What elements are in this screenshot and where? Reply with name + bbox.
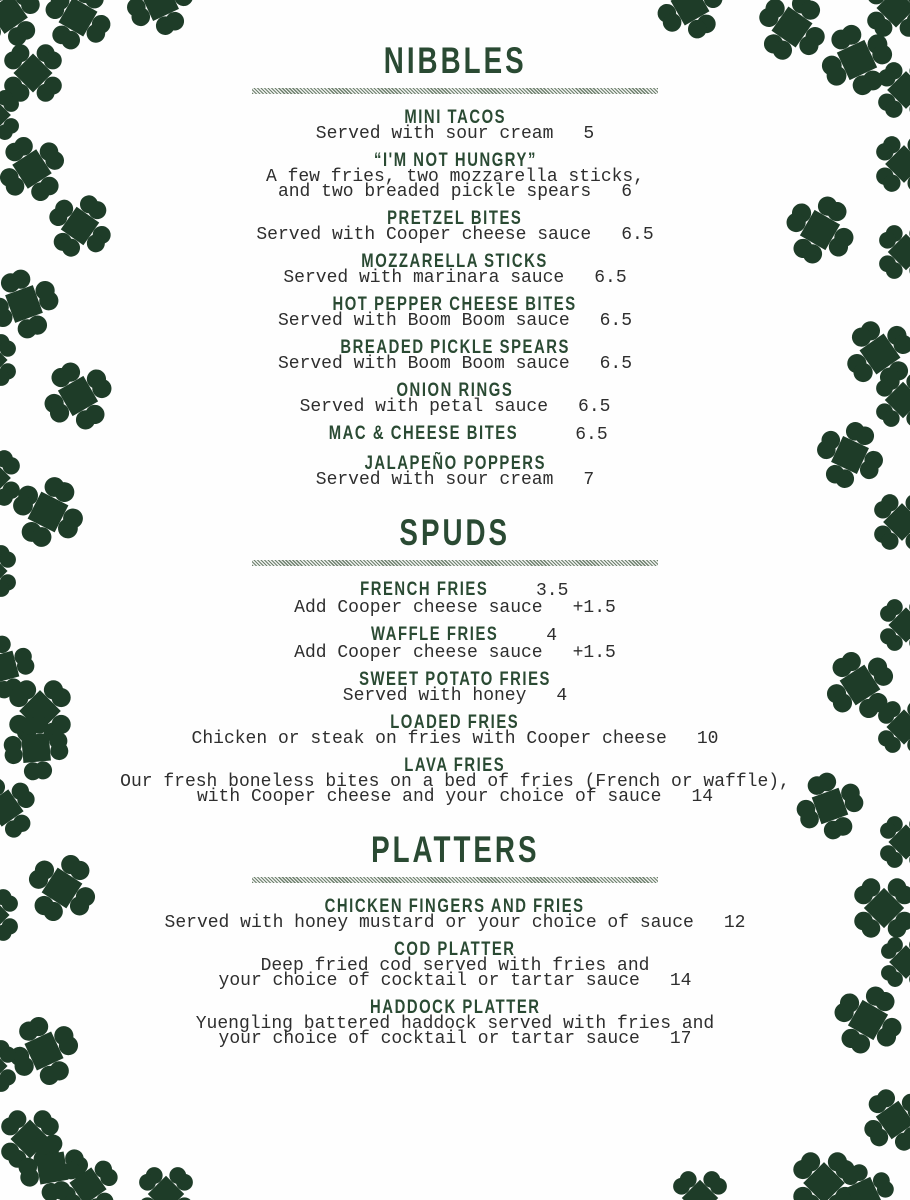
menu-section [0,514,910,805]
item-description-line [0,1029,910,1049]
item-description-text: Served with honey mustard or your choice of sauce [164,913,694,933]
item-name: ONION RINGS [396,380,514,401]
item-price: 7 [583,470,595,490]
item-name-row [0,151,910,170]
menu-item [0,670,910,704]
item-price: 6.5 [594,268,627,288]
item-price: +1.5 [572,643,616,663]
item-name: MAC & CHEESE BITES [329,423,519,444]
item-name-row [0,108,910,127]
item-description-line [0,686,910,706]
item-description-text: Deep fried cod served with fries and [260,956,650,976]
item-description-text: Add Cooper cheese sauce [294,598,543,618]
item-description-text: Served with sour cream [315,470,554,490]
item-name-row [0,670,910,689]
item-description-line [0,311,910,331]
item-name-row [0,998,910,1017]
menu-item [0,209,910,243]
item-description-text: Chicken or steak on fries with Cooper cheese [191,729,667,749]
item-description-line [0,182,910,202]
item-name-row [0,424,910,445]
item-description-line [0,124,910,144]
menu-section [0,42,910,488]
item-description-text: Served with marinara sauce [283,268,565,288]
item-description-line [0,643,910,663]
item-name-row [0,252,910,271]
item-price: 5 [583,124,595,144]
item-name: LOADED FRIES [390,712,520,733]
item-name-row [0,625,910,646]
item-price: 6.5 [575,425,608,445]
section-divider [252,88,658,94]
item-description-line [0,971,910,991]
item-description-line [0,225,910,245]
menu-item [0,424,910,445]
menu-item [0,580,910,616]
item-name: MOZZARELLA STICKS [361,251,549,272]
item-name-row [0,295,910,314]
item-price: 14 [691,787,714,807]
item-description-line [0,470,910,490]
menu-item [0,252,910,286]
item-name: PRETZEL BITES [387,208,523,229]
menu-item [0,151,910,200]
item-description-line [0,787,910,807]
item-description-text: Served with Boom Boom sauce [277,354,570,374]
section-divider [252,560,658,566]
section-title-text: NIBBLES [383,40,527,81]
item-description-line [0,397,910,417]
item-name-row [0,454,910,473]
item-description-line [0,598,910,618]
item-description-line [0,268,910,288]
item-price: 6.5 [578,397,611,417]
section-title [0,42,910,79]
item-name: BREADED PICKLE SPEARS [340,337,570,358]
item-price: 3.5 [536,581,569,601]
item-description-line [0,729,910,749]
menu-item [0,713,910,747]
item-name: SWEET POTATO FRIES [359,669,551,690]
item-price: 10 [696,729,719,749]
item-description-text: and two breaded pickle spears [277,182,592,202]
item-description-text: Served with Cooper cheese sauce [256,225,592,245]
item-description-text: A few fries, two mozzarella sticks, [265,167,645,187]
item-description-text: Served with honey [342,686,527,706]
item-name: FRENCH FRIES [359,579,488,600]
item-description-text: with Cooper cheese and your choice of sauce [196,787,662,807]
item-price: 12 [723,913,746,933]
item-description-text: Add Cooper cheese sauce [294,643,543,663]
item-name-row [0,209,910,228]
item-price: 4 [556,686,568,706]
item-description-text: Served with Boom Boom sauce [277,311,570,331]
item-price: 6.5 [621,225,654,245]
item-name: WAFFLE FRIES [370,624,499,645]
menu-item [0,897,910,931]
item-name: HADDOCK PLATTER [369,997,541,1018]
item-description-line [0,354,910,374]
menu-item [0,940,910,989]
item-description-text: Our fresh boneless bites on a bed of fries (French or waffle), [120,772,790,792]
item-name: “I'M NOT HUNGRY” [373,150,537,171]
item-name: HOT PEPPER CHEESE BITES [332,294,578,315]
item-name-row [0,381,910,400]
item-name: JALAPEÑO POPPERS [364,453,546,474]
menu-section [0,831,910,1047]
item-name-row [0,940,910,959]
item-description-text: Yuengling battered haddock served with fries and [195,1014,715,1034]
menu-item [0,338,910,372]
item-name: LAVA FRIES [404,755,506,776]
section-title-text: SPUDS [399,512,511,553]
item-name-row [0,338,910,357]
item-price: 6.5 [599,311,633,331]
item-price: 17 [669,1029,692,1049]
section-divider [252,877,658,883]
section-title-text: PLATTERS [370,829,540,870]
menu-item [0,454,910,488]
item-price: 4 [546,626,558,646]
item-name-row [0,897,910,916]
menu-item [0,295,910,329]
item-name: COD PLATTER [394,939,516,960]
item-description-text: your choice of cocktail or tartar sauce [218,1029,640,1049]
menu-item [0,756,910,805]
item-description-line [0,913,910,933]
menu-item [0,998,910,1047]
menu-item [0,625,910,661]
item-description-text: Served with petal sauce [299,397,549,417]
item-name-row [0,580,910,601]
menu-item [0,381,910,415]
item-description-text: your choice of cocktail or tartar sauce [218,971,640,991]
menu-item [0,108,910,142]
item-name: CHICKEN FINGERS AND FRIES [325,896,585,917]
section-title [0,514,910,551]
item-price: 14 [669,971,692,991]
item-name-row [0,713,910,732]
item-description-text: Served with sour cream [315,124,554,144]
item-price: 6 [621,182,633,202]
item-price: 6.5 [599,354,633,374]
section-title [0,831,910,868]
item-name: MINI TACOS [404,107,506,128]
item-price: +1.5 [572,598,616,618]
